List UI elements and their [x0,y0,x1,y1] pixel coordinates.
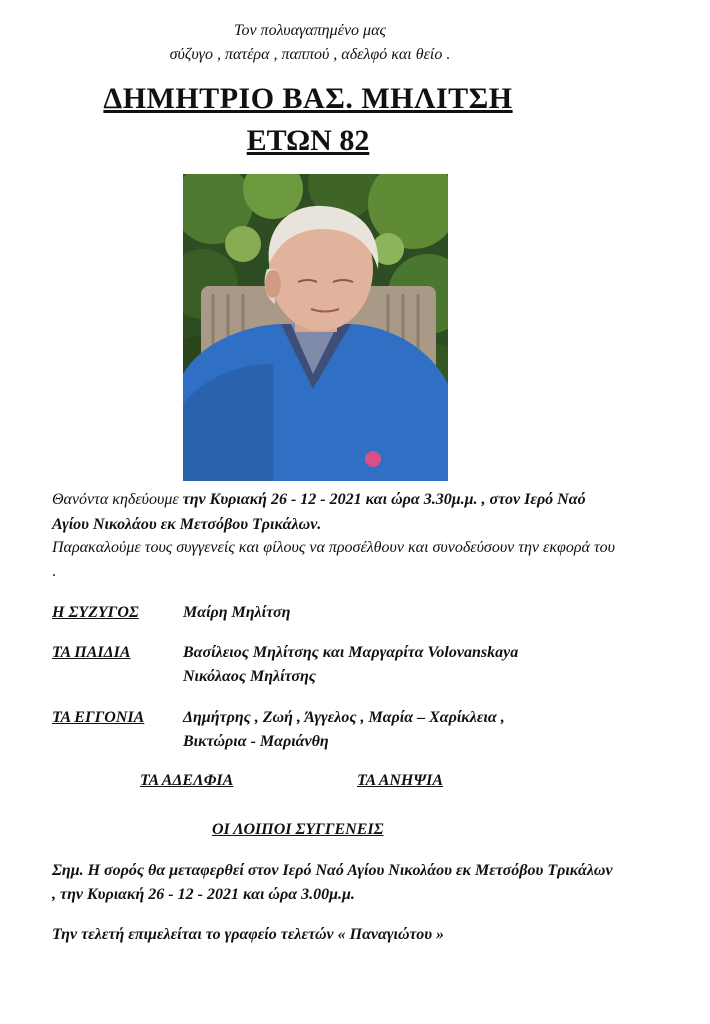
portrait-photo [183,174,448,481]
grandchildren-line-1: Δημήτρης , Ζωή , Άγγελος , Μαρία – Χαρίκλεια , [183,709,505,726]
note-line-1: Σημ. Η σορός θα μεταφερθεί στον Ιερό Ναό Αγίου Νικολάου εκ Μετσόβου Τρικάλων [52,862,613,879]
announcement-invite: Παρακαλούμε τους συγγενείς και φίλους να προσέλθουν και συνοδεύσουν την εκφορά του [52,539,616,556]
intro-line-2: σύζυγο , πατέρα , παππού , αδελφό και θείο . [169,46,451,63]
announcement-line-1 [52,491,586,509]
spouse-name: Μαίρη Μηλίτση [183,604,291,621]
siblings-label: ΤΑ ΑΔΕΛΦΙΑ [140,772,234,789]
deceased-name: ΔΗΜΗΤΡΙΟ ΒΑΣ. ΜΗΛΙΤΣΗ [103,82,513,115]
announcement-when: την Κυριακή 26 - 12 - 2021 και ώρα 3.30μ.μ. , στον Ιερό Ναό [182,491,586,508]
deceased-age: ΕΤΩΝ 82 [246,124,370,157]
funeral-home-line: Την τελετή επιμελείται το γραφείο τελετών « Παναγιώτου » [52,926,445,943]
nephews-label: ΤΑ ΑΝΗΨΙΑ [357,772,444,789]
children-label: ΤΑ ΠΑΙΔΙΑ [52,644,131,661]
announcement-where: Αγίου Νικολάου εκ Μετσόβου Τρικάλων. [52,516,322,533]
grandchildren-line-2: Βικτώρια - Μαριάνθη [183,733,329,750]
children-line-1: Βασίλειος Μηλίτσης και Μαργαρίτα Volovanskaya [183,644,519,661]
announcement-dot: . [52,563,56,580]
intro-line-1: Τον πολυαγαπημένο μας [234,22,386,39]
grandchildren-label: ΤΑ ΕΓΓΟΝΙΑ [52,709,145,726]
spouse-label: Η ΣΥΖΥΓΟΣ [52,604,139,621]
note-line-2: , την Κυριακή 26 - 12 - 2021 και ώρα 3.00μ.μ. [52,886,355,903]
announcement-lead: Θανόντα κηδεύουμε [52,491,183,508]
other-relatives-label: ΟΙ ΛΟΙΠΟΙ ΣΥΓΓΕΝΕΙΣ [212,821,384,838]
children-line-2: Νικόλαος Μηλίτσης [183,668,316,685]
